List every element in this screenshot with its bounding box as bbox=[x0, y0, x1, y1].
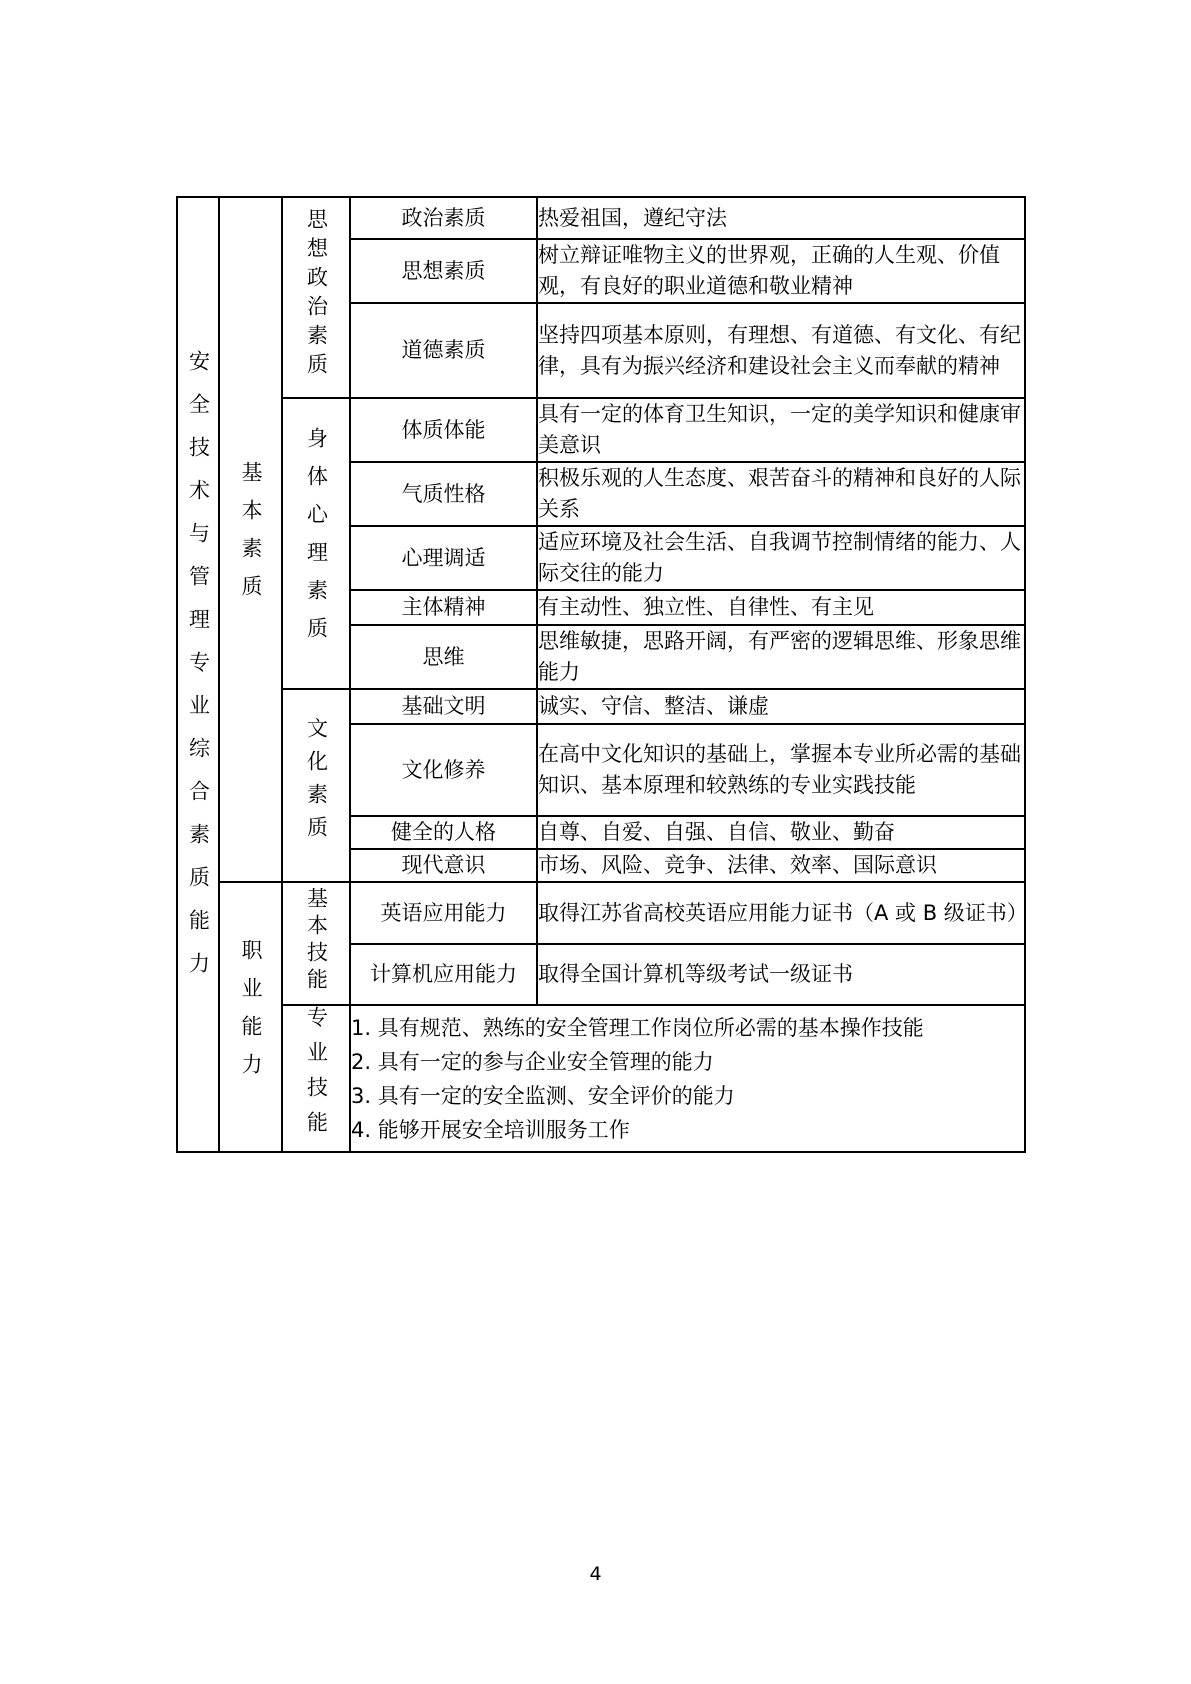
row-description: 取得江苏省高校英语应用能力证书（A 或 B 级证书） bbox=[537, 882, 1025, 944]
row-label: 思维 bbox=[350, 625, 537, 689]
subgroup-label-physical-psychological: 身体心理素质 bbox=[282, 398, 350, 689]
row-description: 适应环境及社会生活、自我调节控制情绪的能力、人际交往的能力 bbox=[537, 526, 1025, 590]
subgroup-label-cultural-quality: 文化素质 bbox=[282, 689, 350, 882]
row-label: 计算机应用能力 bbox=[350, 944, 537, 1005]
row-description: 在高中文化知识的基础上，掌握本专业所必需的基础知识、基本原理和较熟练的专业实践技能 bbox=[537, 724, 1025, 816]
row-description: 取得全国计算机等级考试一级证书 bbox=[537, 944, 1025, 1005]
row-label: 政治素质 bbox=[350, 197, 537, 239]
row-description: 积极乐观的人生态度、艰苦奋斗的精神和良好的人际关系 bbox=[537, 462, 1025, 526]
row-label: 英语应用能力 bbox=[350, 882, 537, 944]
row-description: 树立辩证唯物主义的世界观，正确的人生观、价值观，有良好的职业道德和敬业精神 bbox=[537, 239, 1025, 303]
row-label: 气质性格 bbox=[350, 462, 537, 526]
skill-item: 4. 能够开展安全培训服务工作 bbox=[351, 1117, 630, 1142]
row-description: 诚实、守信、整洁、谦虚 bbox=[537, 689, 1025, 724]
row-label: 主体精神 bbox=[350, 590, 537, 625]
group-label-professional-ability: 职业能力 bbox=[219, 882, 282, 1152]
row-label: 现代意识 bbox=[350, 849, 537, 882]
row-description: 热爱祖国，遵纪守法 bbox=[537, 197, 1025, 239]
row-label: 文化修养 bbox=[350, 724, 537, 816]
row-description: 市场、风险、竞争、法律、效率、国际意识 bbox=[537, 849, 1025, 882]
row-description: 思维敏捷，思路开阔，有严密的逻辑思维、形象思维能力 bbox=[537, 625, 1025, 689]
row-label: 体质体能 bbox=[350, 398, 537, 462]
row-label: 基础文明 bbox=[350, 689, 537, 724]
row-label: 道德素质 bbox=[350, 303, 537, 398]
skill-item: 2. 具有一定的参与企业安全管理的能力 bbox=[351, 1049, 714, 1074]
skills-list bbox=[350, 1005, 1025, 1152]
subgroup-label-ideological-political: 思想政治素质 bbox=[282, 197, 350, 398]
page-number: 4 bbox=[589, 1563, 602, 1585]
skill-item: 1. 具有规范、熟练的安全管理工作岗位所必需的基本操作技能 bbox=[351, 1015, 924, 1040]
quality-table bbox=[176, 196, 1026, 1153]
subgroup-label-professional-skills: 专业技能 bbox=[282, 1005, 350, 1152]
group-label-basic-quality: 基本素质 bbox=[219, 197, 282, 882]
row-description: 坚持四项基本原则，有理想、有道德、有文化、有纪律，具有为振兴经济和建设社会主义而奉献的精神 bbox=[537, 303, 1025, 398]
row-label: 心理调适 bbox=[350, 526, 537, 590]
row-description: 具有一定的体育卫生知识，一定的美学知识和健康审美意识 bbox=[537, 398, 1025, 462]
skill-item: 3. 具有一定的安全监测、安全评价的能力 bbox=[351, 1083, 735, 1108]
row-description: 自尊、自爱、自强、自信、敬业、勤奋 bbox=[537, 816, 1025, 849]
major-label: 安全技术与管理专业综合素质能力 bbox=[186, 349, 211, 995]
major-label-cell bbox=[177, 197, 219, 1152]
row-description: 有主动性、独立性、自律性、有主见 bbox=[537, 590, 1025, 625]
row-label: 健全的人格 bbox=[350, 816, 537, 849]
row-label: 思想素质 bbox=[350, 239, 537, 303]
subgroup-label-basic-skills: 基本技能 bbox=[282, 882, 350, 1005]
